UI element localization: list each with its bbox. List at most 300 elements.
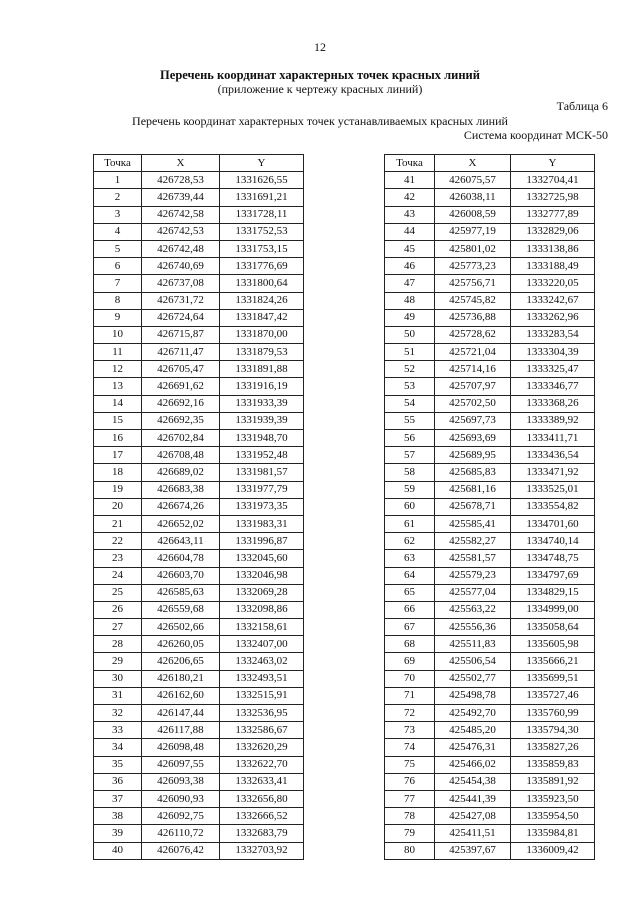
table-header-row [385, 155, 595, 172]
cell-point: 19 [94, 481, 142, 498]
cell-point: 13 [94, 378, 142, 395]
table-row [94, 292, 304, 309]
table-row [385, 498, 595, 515]
table-row [385, 601, 595, 618]
cell-x: 426008,59 [435, 206, 511, 223]
cell-y: 1332515,91 [220, 687, 304, 704]
cell-y: 1333138,86 [511, 240, 595, 257]
table-row [385, 567, 595, 584]
table-row [385, 464, 595, 481]
table-row [385, 515, 595, 532]
cell-y: 1333242,67 [511, 292, 595, 309]
cell-y: 1335760,99 [511, 705, 595, 722]
cell-point: 39 [94, 825, 142, 842]
cell-y: 1335605,98 [511, 636, 595, 653]
table-row [94, 790, 304, 807]
table-row [94, 481, 304, 498]
cell-point: 42 [385, 189, 435, 206]
table-row [385, 636, 595, 653]
table-row [385, 240, 595, 257]
cell-point: 61 [385, 515, 435, 532]
header-point: Точка [385, 155, 435, 172]
table-row [385, 756, 595, 773]
cell-x: 426502,66 [142, 619, 220, 636]
cell-point: 76 [385, 773, 435, 790]
document-subtitle: (приложение к чертежу красных линий) [217, 82, 423, 96]
cell-x: 425678,71 [435, 498, 511, 515]
cell-y: 1331916,19 [220, 378, 304, 395]
cell-point: 68 [385, 636, 435, 653]
cell-x: 426715,87 [142, 326, 220, 343]
cell-point: 20 [94, 498, 142, 515]
table-row [94, 309, 304, 326]
cell-point: 62 [385, 533, 435, 550]
cell-point: 80 [385, 842, 435, 859]
cell-point: 47 [385, 275, 435, 292]
table-row [385, 447, 595, 464]
cell-x: 426728,53 [142, 172, 220, 189]
header-x: X [435, 155, 511, 172]
cell-x: 425397,67 [435, 842, 511, 859]
table-header-row [94, 155, 304, 172]
cell-x: 426643,11 [142, 533, 220, 550]
table-row [385, 223, 595, 240]
cell-x: 426742,58 [142, 206, 220, 223]
cell-point: 69 [385, 653, 435, 670]
cell-point: 74 [385, 739, 435, 756]
cell-y: 1334999,00 [511, 601, 595, 618]
cell-point: 44 [385, 223, 435, 240]
cell-y: 1332045,60 [220, 550, 304, 567]
cell-y: 1331933,39 [220, 395, 304, 412]
cell-point: 45 [385, 240, 435, 257]
cell-x: 425411,51 [435, 825, 511, 842]
table-row [385, 206, 595, 223]
header-x: X [142, 155, 220, 172]
table-row [385, 292, 595, 309]
table-row [385, 275, 595, 292]
table-row [94, 395, 304, 412]
cell-x: 425745,82 [435, 292, 511, 309]
table-row [94, 601, 304, 618]
cell-point: 30 [94, 670, 142, 687]
cell-x: 426683,38 [142, 481, 220, 498]
cell-point: 4 [94, 223, 142, 240]
cell-y: 1332586,67 [220, 722, 304, 739]
cell-y: 1335827,26 [511, 739, 595, 756]
table-row [385, 670, 595, 687]
cell-y: 1332704,41 [511, 172, 595, 189]
cell-y: 1331983,31 [220, 515, 304, 532]
cell-point: 25 [94, 584, 142, 601]
cell-y: 1335666,21 [511, 653, 595, 670]
cell-point: 65 [385, 584, 435, 601]
cell-y: 1331973,35 [220, 498, 304, 515]
table-label: Таблица 6 [556, 99, 608, 113]
table-row [385, 773, 595, 790]
cell-y: 1332046,98 [220, 567, 304, 584]
table-row [385, 687, 595, 704]
cell-y: 1331824,26 [220, 292, 304, 309]
cell-point: 5 [94, 240, 142, 257]
cell-x: 426147,44 [142, 705, 220, 722]
cell-point: 60 [385, 498, 435, 515]
table-row [94, 825, 304, 842]
cell-point: 16 [94, 430, 142, 447]
cell-y: 1333368,26 [511, 395, 595, 412]
cell-point: 36 [94, 773, 142, 790]
cell-x: 425977,19 [435, 223, 511, 240]
cell-y: 1331977,79 [220, 481, 304, 498]
cell-x: 426692,35 [142, 412, 220, 429]
cell-point: 26 [94, 601, 142, 618]
header-y: Y [220, 155, 304, 172]
cell-point: 46 [385, 258, 435, 275]
table-row [385, 739, 595, 756]
cell-point: 33 [94, 722, 142, 739]
table-row [385, 808, 595, 825]
cell-y: 1331952,48 [220, 447, 304, 464]
cell-y: 1331981,57 [220, 464, 304, 481]
cell-x: 425502,77 [435, 670, 511, 687]
cell-y: 1331879,53 [220, 344, 304, 361]
table-row [385, 790, 595, 807]
table-row [94, 344, 304, 361]
table-row [94, 223, 304, 240]
table-row [385, 842, 595, 859]
table-row [94, 670, 304, 687]
cell-point: 67 [385, 619, 435, 636]
cell-point: 38 [94, 808, 142, 825]
cell-point: 41 [385, 172, 435, 189]
cell-point: 70 [385, 670, 435, 687]
cell-point: 54 [385, 395, 435, 412]
cell-x: 425581,57 [435, 550, 511, 567]
cell-x: 425427,08 [435, 808, 511, 825]
table-row [94, 533, 304, 550]
cell-x: 426737,08 [142, 275, 220, 292]
cell-y: 1334829,15 [511, 584, 595, 601]
cell-point: 2 [94, 189, 142, 206]
cell-x: 426711,47 [142, 344, 220, 361]
cell-y: 1335794,30 [511, 722, 595, 739]
cell-y: 1332633,41 [220, 773, 304, 790]
cell-x: 426652,02 [142, 515, 220, 532]
table-row [94, 842, 304, 859]
cell-x: 425721,04 [435, 344, 511, 361]
cell-point: 58 [385, 464, 435, 481]
cell-point: 18 [94, 464, 142, 481]
cell-y: 1331728,11 [220, 206, 304, 223]
coordinate-system: Система координат МСК-50 [463, 128, 608, 142]
table-row [94, 361, 304, 378]
cell-y: 1334740,14 [511, 533, 595, 550]
cell-y: 1335891,92 [511, 773, 595, 790]
cell-y: 1331626,55 [220, 172, 304, 189]
cell-x: 425689,95 [435, 447, 511, 464]
cell-y: 1335699,51 [511, 670, 595, 687]
cell-y: 1332536,95 [220, 705, 304, 722]
cell-x: 426731,72 [142, 292, 220, 309]
cell-y: 1331691,21 [220, 189, 304, 206]
cell-y: 1333346,77 [511, 378, 595, 395]
cell-x: 426702,84 [142, 430, 220, 447]
cell-y: 1332683,79 [220, 825, 304, 842]
cell-y: 1333411,71 [511, 430, 595, 447]
cell-y: 1332098,86 [220, 601, 304, 618]
table-row [94, 498, 304, 515]
cell-y: 1331800,64 [220, 275, 304, 292]
cell-x: 425736,88 [435, 309, 511, 326]
cell-y: 1333554,82 [511, 498, 595, 515]
cell-y: 1333220,05 [511, 275, 595, 292]
cell-x: 426162,60 [142, 687, 220, 704]
cell-x: 425685,83 [435, 464, 511, 481]
cell-point: 15 [94, 412, 142, 429]
header-y: Y [511, 155, 595, 172]
cell-y: 1332666,52 [220, 808, 304, 825]
cell-y: 1334748,75 [511, 550, 595, 567]
cell-point: 3 [94, 206, 142, 223]
cell-y: 1335954,50 [511, 808, 595, 825]
cell-x: 425485,20 [435, 722, 511, 739]
cell-y: 1334701,60 [511, 515, 595, 532]
table-row [385, 326, 595, 343]
cell-x: 426603,70 [142, 567, 220, 584]
cell-x: 426093,38 [142, 773, 220, 790]
cell-y: 1333525,01 [511, 481, 595, 498]
cell-point: 56 [385, 430, 435, 447]
table-row [385, 481, 595, 498]
cell-y: 1333389,92 [511, 412, 595, 429]
cell-y: 1331847,42 [220, 309, 304, 326]
table-row [94, 378, 304, 395]
table-row [385, 361, 595, 378]
cell-point: 14 [94, 395, 142, 412]
list-title: Перечень координат характерных точек устанавливаемых красных линий [132, 114, 508, 128]
page-number: 12 [314, 40, 326, 54]
cell-point: 35 [94, 756, 142, 773]
cell-point: 55 [385, 412, 435, 429]
cell-x: 426708,48 [142, 447, 220, 464]
cell-y: 1331939,39 [220, 412, 304, 429]
cell-point: 50 [385, 326, 435, 343]
cell-x: 426742,53 [142, 223, 220, 240]
cell-x: 425441,39 [435, 790, 511, 807]
cell-y: 1334797,69 [511, 567, 595, 584]
cell-y: 1333471,92 [511, 464, 595, 481]
cell-y: 1333262,96 [511, 309, 595, 326]
table-row [94, 756, 304, 773]
cell-point: 8 [94, 292, 142, 309]
table-row [94, 430, 304, 447]
table-row [385, 653, 595, 670]
cell-point: 32 [94, 705, 142, 722]
table-row [385, 189, 595, 206]
table-row [385, 550, 595, 567]
cell-point: 57 [385, 447, 435, 464]
cell-x: 425577,04 [435, 584, 511, 601]
cell-x: 426260,05 [142, 636, 220, 653]
cell-x: 425756,71 [435, 275, 511, 292]
table-row [385, 825, 595, 842]
table-row [94, 653, 304, 670]
table-row [385, 533, 595, 550]
cell-point: 11 [94, 344, 142, 361]
cell-point: 66 [385, 601, 435, 618]
table-row [94, 515, 304, 532]
cell-x: 426604,78 [142, 550, 220, 567]
cell-point: 34 [94, 739, 142, 756]
table-row [94, 189, 304, 206]
table-row [94, 447, 304, 464]
cell-point: 51 [385, 344, 435, 361]
cell-y: 1335984,81 [511, 825, 595, 842]
cell-y: 1332620,29 [220, 739, 304, 756]
cell-point: 23 [94, 550, 142, 567]
cell-point: 1 [94, 172, 142, 189]
table-row [385, 395, 595, 412]
cell-point: 6 [94, 258, 142, 275]
cell-x: 426038,11 [435, 189, 511, 206]
cell-x: 426076,42 [142, 842, 220, 859]
cell-x: 425476,31 [435, 739, 511, 756]
cell-point: 17 [94, 447, 142, 464]
cell-x: 425498,78 [435, 687, 511, 704]
cell-y: 1333304,39 [511, 344, 595, 361]
table-row [94, 275, 304, 292]
table-row [385, 258, 595, 275]
cell-y: 1335923,50 [511, 790, 595, 807]
cell-y: 1335859,83 [511, 756, 595, 773]
cell-point: 31 [94, 687, 142, 704]
table-row [94, 619, 304, 636]
table-row [385, 378, 595, 395]
table-row [94, 584, 304, 601]
coordinates-table-right [384, 154, 595, 860]
cell-x: 425702,50 [435, 395, 511, 412]
cell-point: 72 [385, 705, 435, 722]
table-row [94, 705, 304, 722]
cell-point: 71 [385, 687, 435, 704]
cell-x: 426098,48 [142, 739, 220, 756]
cell-x: 425707,97 [435, 378, 511, 395]
cell-point: 79 [385, 825, 435, 842]
cell-x: 426110,72 [142, 825, 220, 842]
table-row [385, 309, 595, 326]
cell-point: 10 [94, 326, 142, 343]
table-row [94, 773, 304, 790]
cell-x: 426740,69 [142, 258, 220, 275]
cell-x: 426117,88 [142, 722, 220, 739]
cell-x: 425492,70 [435, 705, 511, 722]
cell-x: 426075,57 [435, 172, 511, 189]
cell-x: 425585,41 [435, 515, 511, 532]
cell-point: 37 [94, 790, 142, 807]
cell-x: 426739,44 [142, 189, 220, 206]
cell-x: 426097,55 [142, 756, 220, 773]
cell-point: 48 [385, 292, 435, 309]
cell-y: 1331753,15 [220, 240, 304, 257]
table-row [385, 722, 595, 739]
cell-x: 425454,38 [435, 773, 511, 790]
cell-y: 1333325,47 [511, 361, 595, 378]
table-row [94, 464, 304, 481]
table-row [385, 430, 595, 447]
cell-x: 425697,73 [435, 412, 511, 429]
table-row [94, 206, 304, 223]
cell-x: 426692,16 [142, 395, 220, 412]
cell-point: 40 [94, 842, 142, 859]
cell-point: 63 [385, 550, 435, 567]
cell-point: 78 [385, 808, 435, 825]
cell-x: 425506,54 [435, 653, 511, 670]
cell-y: 1331752,53 [220, 223, 304, 240]
table-row [385, 619, 595, 636]
cell-x: 425773,23 [435, 258, 511, 275]
cell-point: 9 [94, 309, 142, 326]
header-point: Точка [94, 155, 142, 172]
table-row [94, 172, 304, 189]
cell-point: 12 [94, 361, 142, 378]
cell-point: 24 [94, 567, 142, 584]
cell-point: 64 [385, 567, 435, 584]
cell-point: 53 [385, 378, 435, 395]
table-row [94, 412, 304, 429]
cell-y: 1331870,00 [220, 326, 304, 343]
cell-x: 425728,62 [435, 326, 511, 343]
cell-x: 425466,02 [435, 756, 511, 773]
cell-x: 425582,27 [435, 533, 511, 550]
cell-x: 425693,69 [435, 430, 511, 447]
cell-y: 1335727,46 [511, 687, 595, 704]
cell-x: 425681,16 [435, 481, 511, 498]
table-row [385, 344, 595, 361]
cell-x: 426585,63 [142, 584, 220, 601]
cell-y: 1332493,51 [220, 670, 304, 687]
table-row [94, 687, 304, 704]
cell-x: 426090,93 [142, 790, 220, 807]
table-row [385, 172, 595, 189]
cell-point: 29 [94, 653, 142, 670]
cell-y: 1335058,64 [511, 619, 595, 636]
cell-y: 1332463,02 [220, 653, 304, 670]
cell-y: 1333436,54 [511, 447, 595, 464]
cell-y: 1333188,49 [511, 258, 595, 275]
cell-point: 52 [385, 361, 435, 378]
cell-x: 426674,26 [142, 498, 220, 515]
cell-y: 1332829,06 [511, 223, 595, 240]
cell-point: 75 [385, 756, 435, 773]
cell-point: 59 [385, 481, 435, 498]
cell-x: 426691,62 [142, 378, 220, 395]
cell-x: 426742,48 [142, 240, 220, 257]
cell-x: 426206,65 [142, 653, 220, 670]
cell-x: 426689,02 [142, 464, 220, 481]
table-row [94, 808, 304, 825]
cell-x: 426559,68 [142, 601, 220, 618]
coordinates-table-left [93, 154, 304, 860]
cell-x: 426724,64 [142, 309, 220, 326]
cell-point: 22 [94, 533, 142, 550]
cell-y: 1332656,80 [220, 790, 304, 807]
table-row [94, 550, 304, 567]
table-row [94, 240, 304, 257]
cell-point: 28 [94, 636, 142, 653]
cell-y: 1333283,54 [511, 326, 595, 343]
cell-point: 27 [94, 619, 142, 636]
document-title: Перечень координат характерных точек красных линий [160, 68, 480, 82]
